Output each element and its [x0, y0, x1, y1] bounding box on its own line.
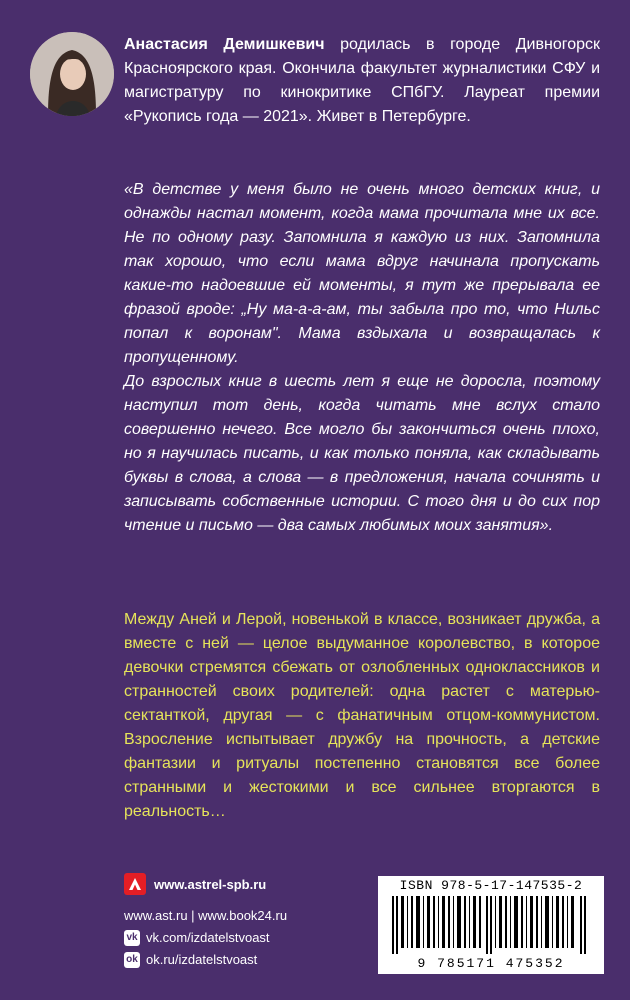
- publisher-contacts: [124, 873, 374, 971]
- barcode-digits: 9 785171 475352: [417, 956, 565, 971]
- astrel-row: [124, 873, 374, 895]
- bio-text-line1: родилась в городе: [324, 36, 501, 53]
- astrel-url-link[interactable]: www.astrel-spb.ru: [154, 876, 267, 892]
- vk-icon: vk: [124, 930, 140, 946]
- vk-link[interactable]: vk.com/izdatelstvoast: [146, 930, 270, 945]
- ok-icon: ok: [124, 952, 140, 968]
- ok-row: [124, 949, 374, 971]
- author-bio: [124, 33, 600, 129]
- quote-paragraph-2: До взрослых книг в шесть лет я еще не доросла, поэтому наступил тот день, когда читать мне вслух стало совершенно нечего. Все могло бы закончиться очень плохо, но я научилась писать, и как только поняла, как складывать буквы в слова, а слова — в предложения, начала сочинять и записывать собственные истории. С того дня и до сих пор чтение и письмо — два самых любимых моих занятия».: [124, 373, 600, 534]
- author-quote: [124, 178, 600, 538]
- author-photo: [30, 32, 114, 116]
- vk-row: [124, 927, 374, 949]
- author-name: Анастасия Демишкевич: [124, 36, 325, 53]
- astrel-logo-icon: [124, 873, 146, 895]
- book-annotation: Между Аней и Лерой, новенькой в классе, возникает дружба, а вместе с ней — целое выдуманное королевство, в которое девочки стремятся сбежать от озлобленных одноклассников и странностей своих родителей: одна растет с матерью-сектанткой, другая — с фанатичным отцом-коммунистом. Взросление испытывает дружбу на прочность, а детские фантазии и ритуалы постепенно становятся все более странными и жестокими и все сильнее вторгаются в реальность…: [124, 611, 600, 820]
- author-portrait-image: [30, 32, 114, 116]
- bio-text-rest: Дивногорск Красноярского края. Окончила факультет журналистики СФУ и магистратуру по кинокритике СПбГУ. Лауреат премии «Рукопись года — 2021». Живет в Петербурге.: [124, 36, 601, 125]
- ok-link[interactable]: ok.ru/izdatelstvoast: [146, 952, 258, 967]
- publisher-sites-text[interactable]: www.ast.ru | www.book24.ru: [124, 908, 288, 923]
- publisher-sites: [124, 905, 374, 927]
- isbn-barcode: [378, 876, 604, 974]
- isbn-text: ISBN 978-5-17-147535-2: [399, 878, 583, 893]
- barcode-bars: [388, 896, 594, 954]
- quote-paragraph-1: «В детстве у меня было не очень много детских книг, и однажды настал момент, когда мама прочитала мне их все. Не по одному разу. Запомнила я каждую из них. Запомнила так хорошо, что если мама вдруг начинала пропускать какие-то надоевшие ей моменты, я тут же прерывала ее фразой вроде: „Ну ма-а-а-ам, ты забыла про то, что Нильс попал к воронам". Мама вздыхала и возвращалась к пропущенному.: [124, 181, 600, 366]
